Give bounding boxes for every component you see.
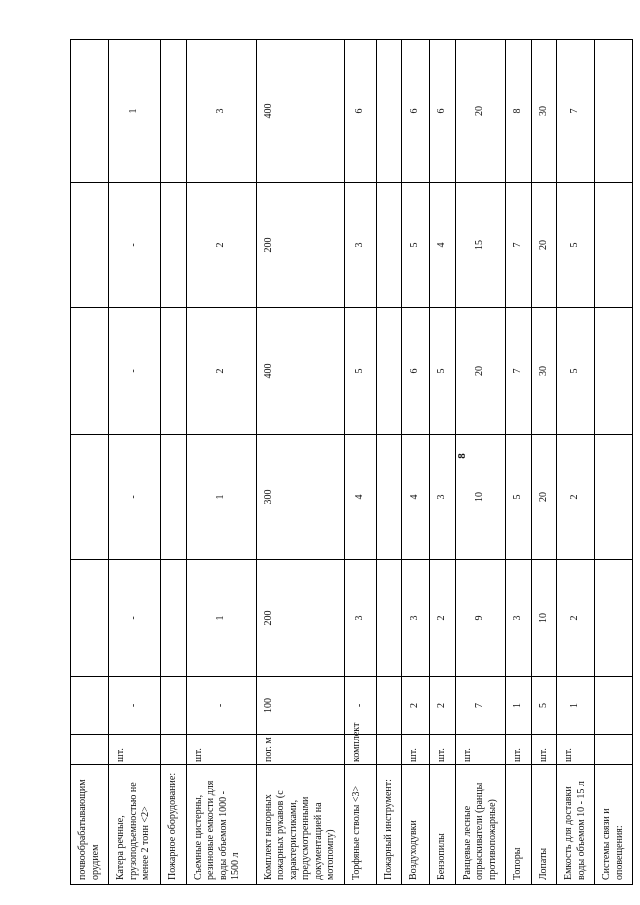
value-cell: -: [186, 677, 256, 735]
value-cell: -: [109, 183, 161, 308]
value-cell: 30: [531, 308, 557, 435]
value-cell: 5: [506, 435, 532, 560]
table-row: [344, 40, 376, 885]
table-holder: [70, 40, 625, 885]
value-cell: 200: [256, 560, 344, 677]
row-name-cell: Ранцевые лесные опрыскиватели (ранцы противопожарные): [455, 765, 506, 885]
value-cell: 6: [344, 40, 376, 183]
row-name-cell: Системы связи и оповещения:: [595, 765, 633, 885]
value-cell: 9: [455, 560, 506, 677]
value-cell: 20: [455, 40, 506, 183]
row-name-cell: почвообрабатывающим орудием: [71, 765, 109, 885]
value-cell: 5: [531, 677, 557, 735]
value-cell: -: [109, 677, 161, 735]
value-cell: [71, 40, 109, 183]
value-cell: [161, 677, 187, 735]
row-unit-cell: шт.: [557, 735, 595, 765]
row-unit-cell: пог. м: [256, 735, 344, 765]
row-name-cell: Бензопилы: [430, 765, 456, 885]
row-name-cell: Пожарный инструмент:: [376, 765, 402, 885]
value-cell: 2: [186, 183, 256, 308]
value-cell: [71, 308, 109, 435]
value-cell: [595, 560, 633, 677]
value-cell: 5: [402, 183, 430, 308]
equipment-table: [70, 39, 633, 885]
row-unit-cell: шт.: [109, 735, 161, 765]
row-name-cell: Съемные цистерны, резиновые емкости для воды объемом 1000 - 1500 л: [186, 765, 256, 885]
value-cell: 1: [109, 40, 161, 183]
value-cell: 2: [186, 308, 256, 435]
value-cell: [161, 560, 187, 677]
value-cell: 300: [256, 435, 344, 560]
row-name-cell: Воздуходувки: [402, 765, 430, 885]
value-cell: 6: [402, 308, 430, 435]
table-row: [71, 40, 109, 885]
value-cell: 1: [557, 677, 595, 735]
value-cell: 3: [506, 560, 532, 677]
value-cell: [71, 677, 109, 735]
row-unit-cell: [161, 735, 187, 765]
page-number: 8: [456, 453, 468, 459]
row-name-cell: Комплект напорных пожарных рукавов (с характеристиками, предусмотренными документацией на мотопомпу): [256, 765, 344, 885]
value-cell: 3: [430, 435, 456, 560]
value-cell: 6: [402, 40, 430, 183]
value-cell: [71, 435, 109, 560]
value-cell: 2: [557, 560, 595, 677]
row-name-cell: Катера речные, грузоподъемностью не менее 2 тонн <2>: [109, 765, 161, 885]
table-row: [506, 40, 532, 885]
value-cell: 1: [186, 560, 256, 677]
value-cell: 7: [506, 183, 532, 308]
value-cell: 2: [430, 560, 456, 677]
row-unit-cell: шт.: [531, 735, 557, 765]
value-cell: 1: [186, 435, 256, 560]
row-unit-cell: [71, 735, 109, 765]
value-cell: [595, 183, 633, 308]
table-row: [376, 40, 402, 885]
value-cell: 7: [455, 677, 506, 735]
table-row: [557, 40, 595, 885]
table-row: [531, 40, 557, 885]
value-cell: 20: [455, 308, 506, 435]
value-cell: [71, 183, 109, 308]
value-cell: [71, 560, 109, 677]
value-cell: 20: [531, 183, 557, 308]
value-cell: 5: [344, 308, 376, 435]
value-cell: [595, 40, 633, 183]
value-cell: -: [344, 677, 376, 735]
row-name-cell: Емкость для доставки воды объемом 10 - 15 л: [557, 765, 595, 885]
row-name-cell: Топоры: [506, 765, 532, 885]
rotated-table-wrapper: [70, 40, 625, 885]
value-cell: 3: [186, 40, 256, 183]
row-name-cell: Торфяные стволы <3>: [344, 765, 376, 885]
value-cell: 4: [430, 183, 456, 308]
row-name-cell: Пожарное оборудование:: [161, 765, 187, 885]
value-cell: -: [109, 308, 161, 435]
row-unit-cell: [376, 735, 402, 765]
value-cell: 5: [557, 183, 595, 308]
value-cell: 1: [506, 677, 532, 735]
row-unit-cell: шт.: [430, 735, 456, 765]
value-cell: [595, 435, 633, 560]
value-cell: 4: [402, 435, 430, 560]
value-cell: 3: [344, 560, 376, 677]
value-cell: [376, 560, 402, 677]
value-cell: [376, 308, 402, 435]
value-cell: 200: [256, 183, 344, 308]
row-unit-cell: шт.: [506, 735, 532, 765]
value-cell: 15: [455, 183, 506, 308]
value-cell: 4: [344, 435, 376, 560]
value-cell: 400: [256, 308, 344, 435]
value-cell: 10: [455, 435, 506, 560]
table-row: [430, 40, 456, 885]
row-unit-cell: шт.: [186, 735, 256, 765]
value-cell: 30: [531, 40, 557, 183]
value-cell: -: [109, 560, 161, 677]
table-row: [595, 40, 633, 885]
value-cell: 2: [402, 677, 430, 735]
table-row: [455, 40, 506, 885]
table-row: [161, 40, 187, 885]
value-cell: 20: [531, 435, 557, 560]
value-cell: [595, 308, 633, 435]
value-cell: 6: [430, 40, 456, 183]
value-cell: [161, 40, 187, 183]
value-cell: [376, 677, 402, 735]
value-cell: [595, 677, 633, 735]
value-cell: -: [109, 435, 161, 560]
value-cell: 3: [344, 183, 376, 308]
value-cell: [161, 183, 187, 308]
value-cell: [376, 435, 402, 560]
table-row: [402, 40, 430, 885]
row-unit-cell: шт.: [455, 735, 506, 765]
value-cell: 100: [256, 677, 344, 735]
value-cell: 7: [557, 40, 595, 183]
value-cell: [161, 308, 187, 435]
value-cell: 2: [430, 677, 456, 735]
value-cell: 400: [256, 40, 344, 183]
value-cell: 8: [506, 40, 532, 183]
value-cell: 5: [557, 308, 595, 435]
value-cell: [376, 183, 402, 308]
value-cell: 5: [430, 308, 456, 435]
value-cell: 7: [506, 308, 532, 435]
row-unit-cell: [595, 735, 633, 765]
value-cell: 3: [402, 560, 430, 677]
table-row: [256, 40, 344, 885]
row-unit-cell: комплект: [344, 735, 376, 765]
table-row: [186, 40, 256, 885]
table-row: [109, 40, 161, 885]
value-cell: 2: [557, 435, 595, 560]
value-cell: 10: [531, 560, 557, 677]
value-cell: [376, 40, 402, 183]
value-cell: [161, 435, 187, 560]
row-name-cell: Лопаты: [531, 765, 557, 885]
row-unit-cell: шт.: [402, 735, 430, 765]
